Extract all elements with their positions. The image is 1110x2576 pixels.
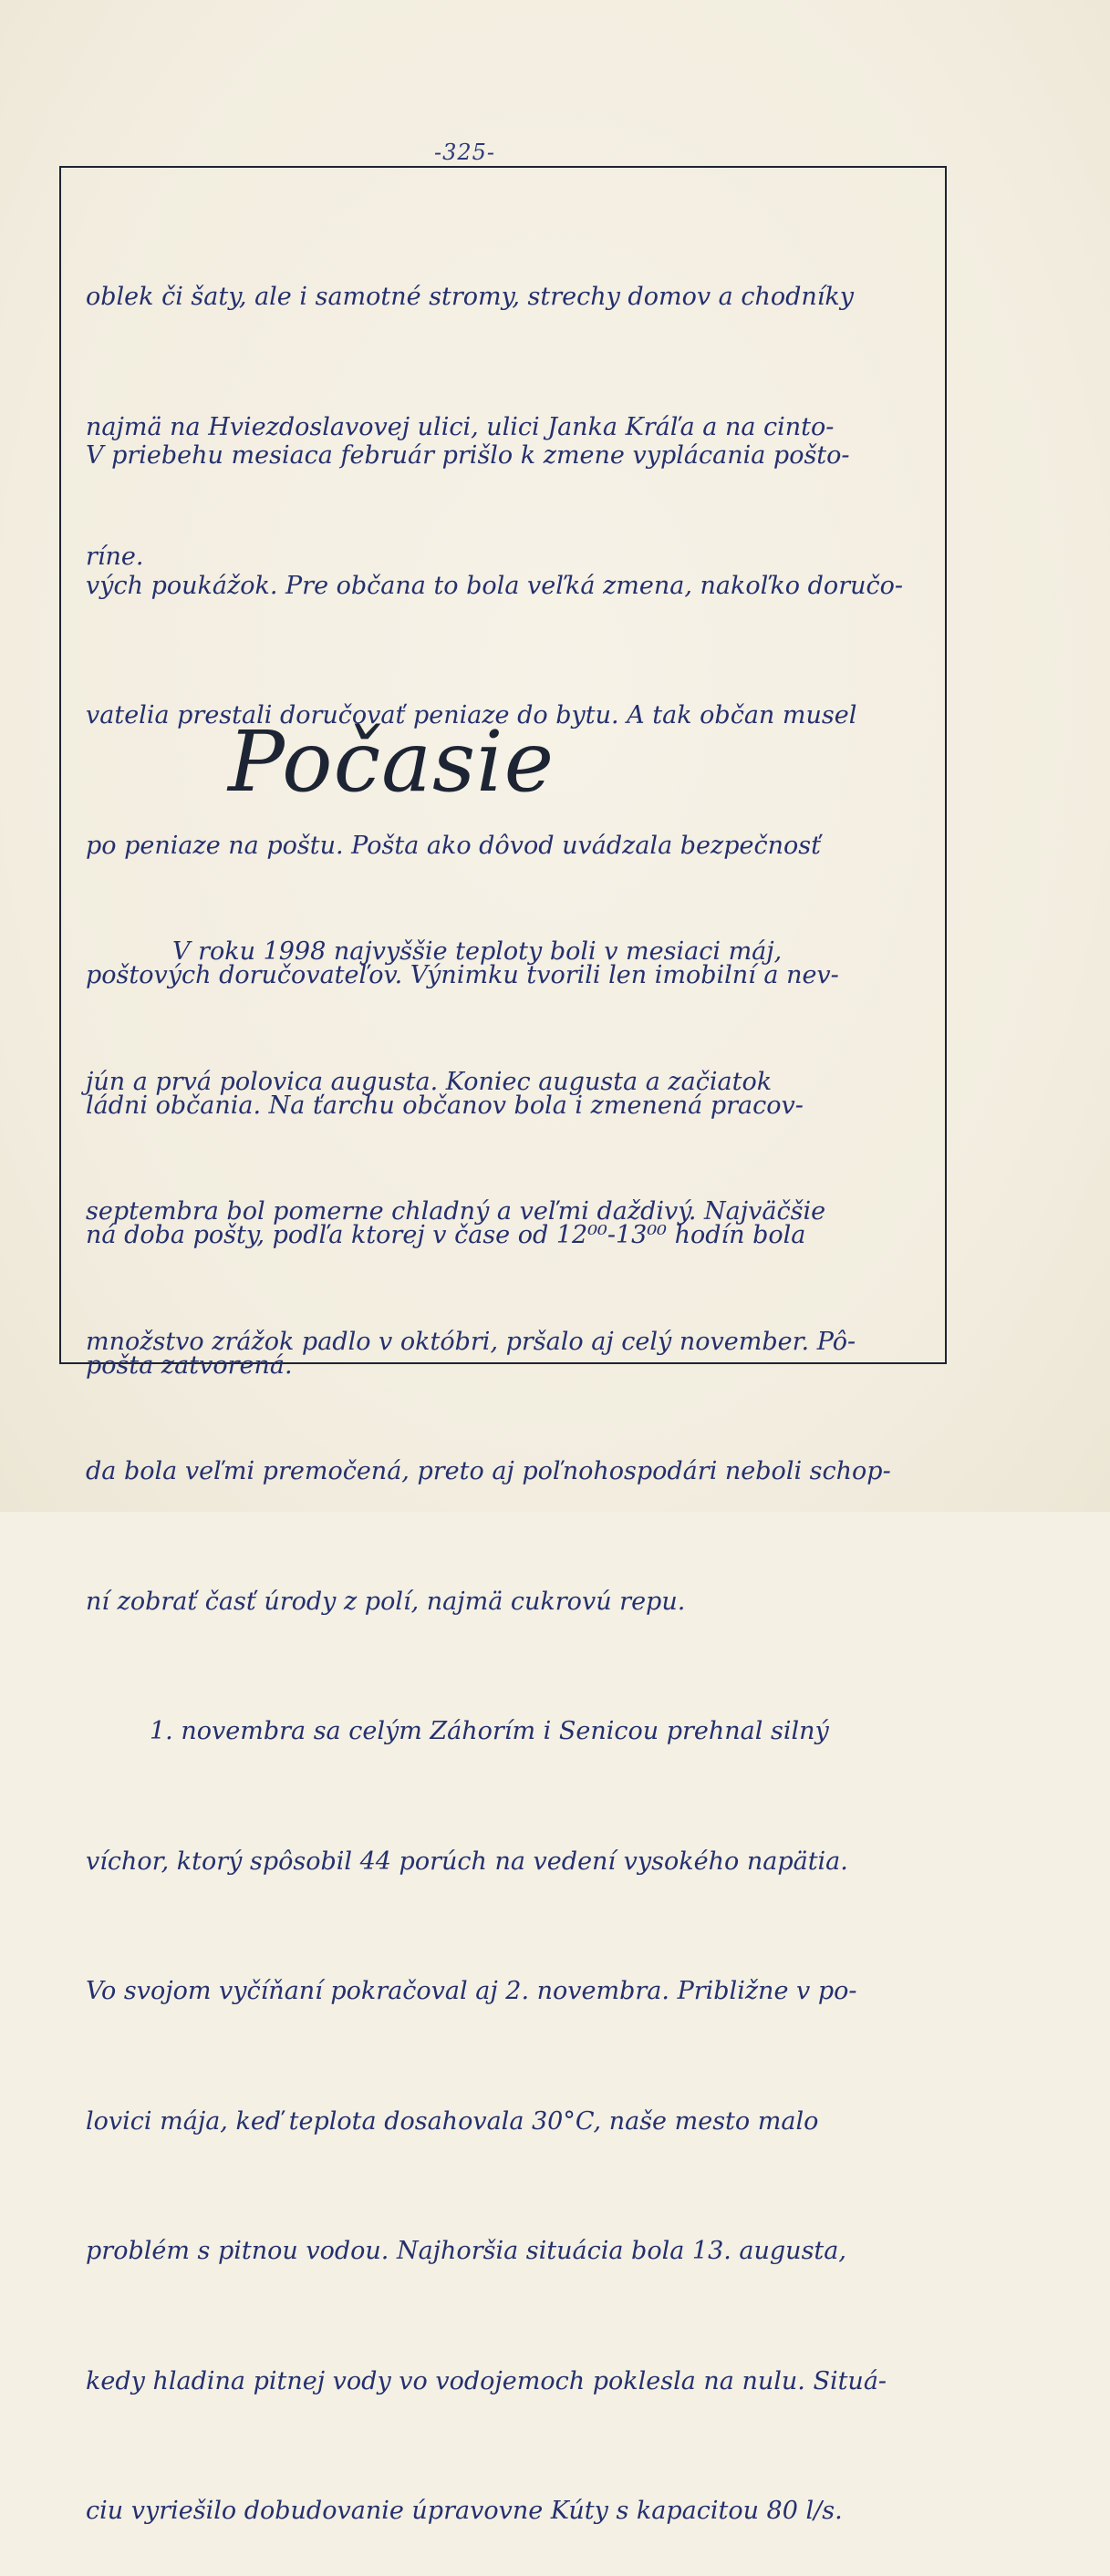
- text-line: lovici mája, keď teplota dosahovala 30°C, naše mesto malo: [86, 2106, 819, 2136]
- text-line: V priebehu mesiaca február prišlo k zmene vyplácania pošto-: [86, 441, 850, 470]
- text-line: Vo svojom vyčíňaní pokračoval aj 2. novembra. Približne v po-: [86, 1977, 857, 2005]
- text-line: pošta zatvorená.: [86, 1350, 293, 1380]
- text-line: poštových doručovateľov. Výnimku tvorili len imobilní a nev-: [86, 961, 839, 989]
- text-line: vých poukážok. Pre občana to bola veľká zmena, nakoľko doručo-: [86, 571, 903, 600]
- text-line: ciu vyriešilo dobudovanie úpravovne Kúty s kapacitou 80 l/s.: [86, 2497, 843, 2525]
- text-line: ní zobrať časť úrody z polí, najmä cukrovú repu.: [86, 1587, 686, 1616]
- text-line: kedy hladina pitnej vody vo vodojemoch poklesla na nulu. Situá-: [86, 2366, 887, 2395]
- text-line: jún a prvá polovica augusta. Koniec augusta a začiatok: [86, 1067, 773, 1096]
- text-line: da bola veľmi premočená, preto aj poľnohospodári neboli schop-: [86, 1457, 891, 1485]
- text-line: V roku 1998 najvyššie teploty boli v mesiaci máj,: [172, 937, 783, 966]
- section-heading: Počasie: [228, 713, 555, 811]
- text-line: množstvo zrážok padlo v októbri, pršalo aj celý november. Pô-: [86, 1327, 856, 1356]
- text-line: problém s pitnou vodou. Najhoršia situácia bola 13. augusta,: [86, 2237, 846, 2265]
- text-line: ná doba pošty, podľa ktorej v čase od 12⁰⁰-13⁰⁰ hodín bola: [86, 1221, 806, 1249]
- text-line: ríne.: [86, 543, 144, 571]
- text-line: septembra bol pomerne chladný a veľmi daždivý. Najväčšie: [86, 1197, 826, 1226]
- text-line: víchor, ktorý spôsobil 44 porúch na vedení vysokého napätia.: [86, 1847, 848, 1876]
- page-number: -325-: [434, 140, 496, 165]
- text-line: 1. novembra sa celým Záhorím i Senicou prehnal silný: [150, 1717, 829, 1745]
- paragraph-3: [86, 843, 891, 2576]
- text-line: po peniaze na poštu. Pošta ako dôvod uvádzala bezpečnosť: [86, 831, 821, 860]
- text-line: oblek či šaty, ale i samotné stromy, strechy domov a chodníky: [86, 283, 855, 311]
- text-line: ládni občania. Na ťarchu občanov bola i zmenená pracov-: [86, 1091, 804, 1120]
- text-line: najmä na Hviezdoslavovej ulici, ulici Janka Kráľa a na cinto-: [86, 412, 835, 441]
- text-line: vatelia prestali doručovať peniaze do bytu. A tak občan musel: [86, 701, 857, 729]
